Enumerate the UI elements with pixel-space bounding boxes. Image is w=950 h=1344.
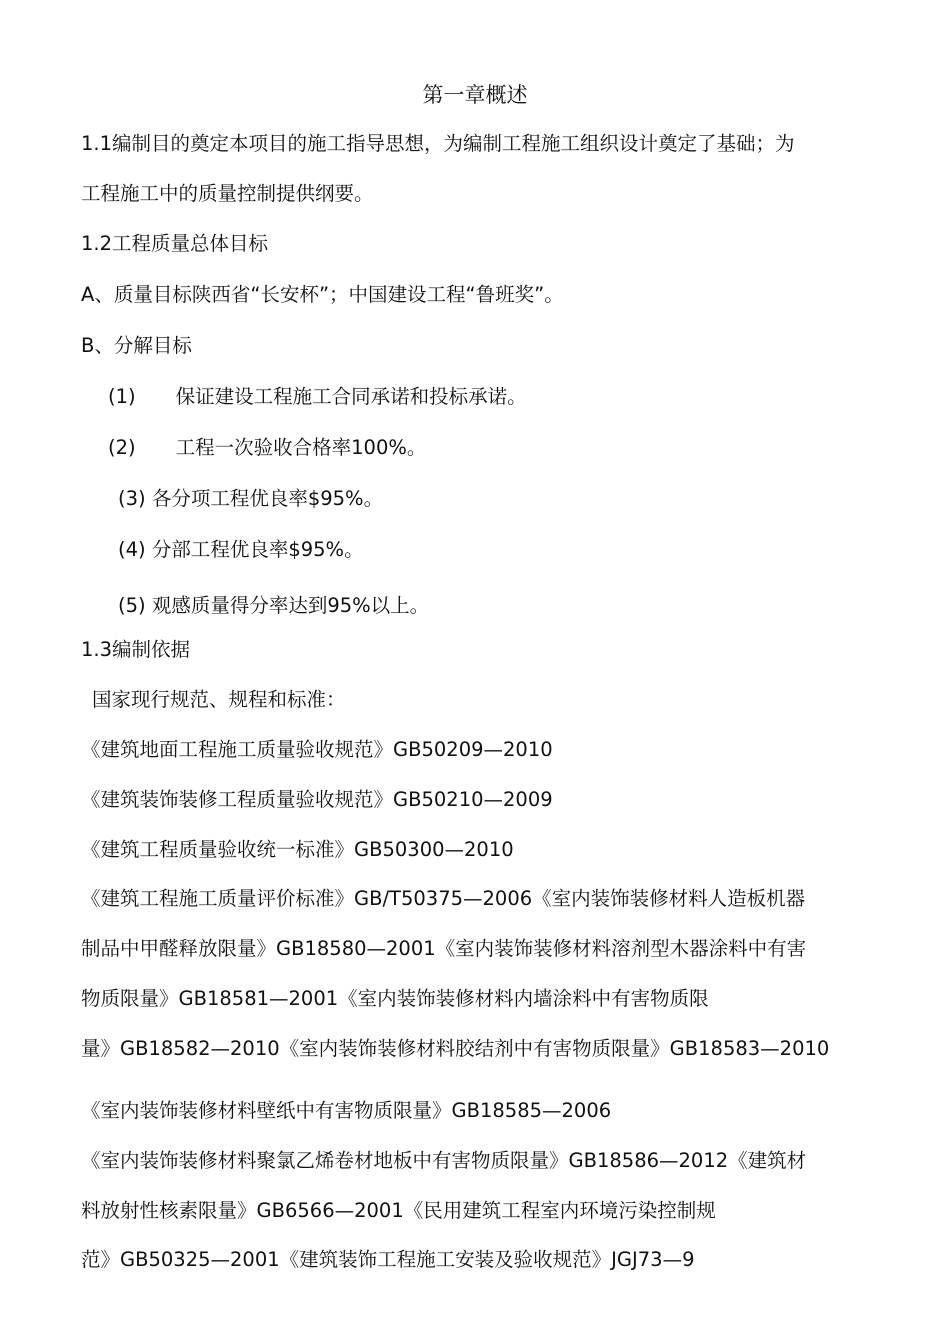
standard-reference: 量》GB18582—2010《室内装饰装修材料胶结剂中有害物质限量》GB18583—2010 [81,1037,830,1060]
standard-reference: 物质限量》GB18581—2001《室内装饰装修材料内墙涂料中有害物质限 [81,987,709,1010]
list-item-text: 工程一次验收合格率100%。 [175,436,427,459]
standard-reference: 制品中甲醛释放限量》GB18580—2001《室内装饰装修材料溶剂型木器涂料中有害 [81,937,807,960]
section-heading: 1.2工程质量总体目标 [81,232,269,255]
paragraph-line: A、质量目标陕西省“长安杯”；中国建设工程“鲁班奖”。 [81,283,564,306]
list-item [108,384,527,410]
standard-reference: 《建筑地面工程施工质量验收规范》GB50209—2010 [81,738,553,761]
chapter-title: 第一章概述 [422,83,528,107]
standard-reference: 《建筑工程施工质量评价标准》GB/T50375—2006《室内装饰装修材料人造板机器 [81,887,806,910]
list-marker: (1) [108,385,136,408]
list-item: (3) 各分项工程优良率$95%。 [118,487,384,510]
paragraph-line: B、分解目标 [81,334,192,357]
standard-reference: 《室内装饰装修材料壁纸中有害物质限量》GB18585—2006 [81,1099,612,1122]
standard-reference: 《室内装饰装修材料聚氯乙烯卷材地板中有害物质限量》GB18586—2012《建筑材 [81,1149,807,1172]
standard-reference: 《建筑工程质量验收统一标准》GB50300—2010 [81,838,514,861]
standard-reference: 料放射性核素限量》GB6566—2001《民用建筑工程室内环境污染控制规 [81,1199,716,1222]
standard-reference: 《建筑装饰装修工程质量验收规范》GB50210—2009 [81,788,553,811]
standard-reference: 范》GB50325—2001《建筑装饰工程施工安装及验收规范》JGJ73—9 [81,1248,695,1271]
list-marker: (2) [108,436,136,459]
section-heading: 1.3编制依据 [81,638,191,661]
paragraph-line: 工程施工中的质量控制提供纲要。 [81,182,374,205]
list-item [108,435,426,461]
paragraph-line: 1.1编制目的奠定本项目的施工指导思想，为编制工程施工组织设计奠定了基础；为 [81,132,795,155]
paragraph-line: 国家现行规范、规程和标准： [92,688,346,711]
list-item-text: 保证建设工程施工合同承诺和投标承诺。 [175,385,527,408]
list-item: (4) 分部工程优良率$95%。 [118,538,364,561]
list-item: (5) 观感质量得分率达到95%以上。 [118,594,430,617]
